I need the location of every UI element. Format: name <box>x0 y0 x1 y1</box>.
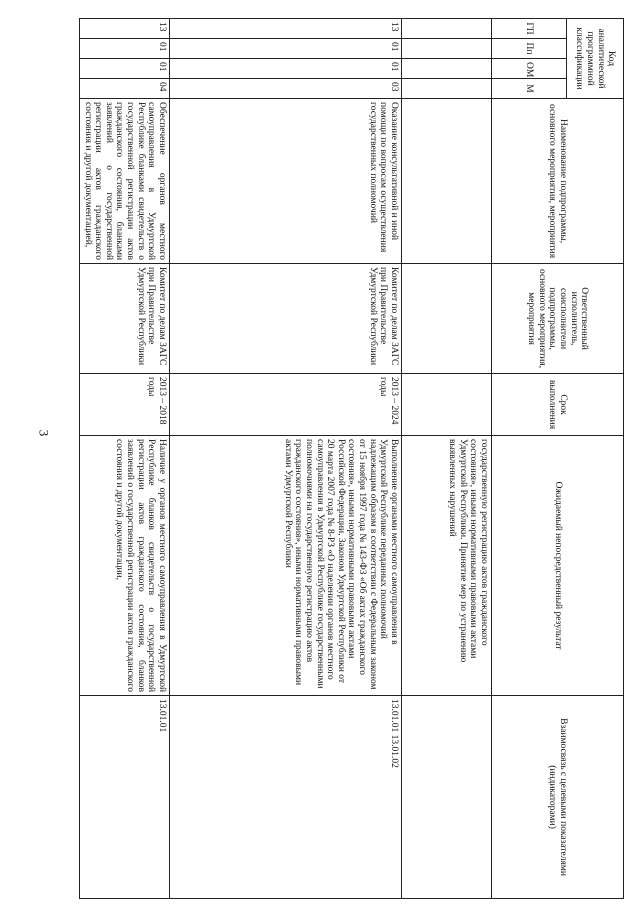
header-row-1 <box>567 19 624 899</box>
cell-term: 2013 – 2018 годы <box>80 374 170 436</box>
page-number: 3 <box>36 429 52 437</box>
cell-pp <box>402 39 492 59</box>
cell-name: Оказание консультативной и иной помощи по вопросам осуществления государственных полномочий <box>170 99 402 264</box>
cell-om <box>402 59 492 79</box>
table-row <box>402 19 492 899</box>
cell-executor: Комитет по делам ЗАГС при Правительстве Удмуртской Республики <box>170 264 402 374</box>
rotated-page <box>64 18 624 898</box>
cell-om: 01 <box>80 59 170 79</box>
cell-result: Наличие у органов местного самоуправления в Удмуртской Республике бланков свидетельств о государственной регистрации актов гражданского состояния, бланков заявлений о государственной регистрации актов гражданского состояния и другой документации, <box>80 436 170 696</box>
cell-om: 01 <box>170 59 402 79</box>
header-m: М <box>492 79 567 99</box>
cell-gp: 13 <box>80 19 170 39</box>
header-term: Срок выполнения <box>492 374 624 436</box>
cell-name <box>402 99 492 264</box>
header-code-group: Код аналитической программной классификации <box>567 19 624 99</box>
header-executor: Ответственный исполнитель, соисполнители подпрограммы, основного мероприятия, мероприятия <box>492 264 624 374</box>
cell-pp: 01 <box>80 39 170 59</box>
table-row <box>170 19 402 899</box>
cell-name: Обеспечение органов местного самоуправления в Удмуртской Республике бланками свидетельств о государственной регистрации актов гражданского состояния, бланками заявлений о государственной регистрации актов гражданского состояния и другой документацией, <box>80 99 170 264</box>
cell-link: 13.01.01 13.01.02 <box>170 696 402 899</box>
cell-link: 13.01.01 <box>80 696 170 899</box>
header-om: ОМ <box>492 59 567 79</box>
cell-term: 2013 – 2024 годы <box>170 374 402 436</box>
header-name: Наименование подпрограммы, основного мероприятия, мероприятия <box>492 99 624 264</box>
cell-link <box>402 696 492 899</box>
cell-result: Выполнение органами местного самоуправления в Удмуртской Республике переданных полномочий надлежащим образом в соответствии с Федеральным законом от 15 ноября 1997 года № 143-ФЗ «Об актах гражданского состояния», иными нормативными правовыми актами Российской Федерации, Законом Удмуртской Республики от 20 марта 2007 года № 8-РЗ «О наделении органов местного самоуправления в Удмуртской Республике государственными полномочиями на государственную регистрацию актов гражданского состояния», иными нормативными правовыми актами Удмуртской Республики <box>170 436 402 696</box>
cell-gp: 13 <box>170 19 402 39</box>
cell-gp <box>402 19 492 39</box>
cell-executor: Комитет по делам ЗАГС при Правительстве Удмуртской Республики <box>80 264 170 374</box>
header-gp: ГП <box>492 19 567 39</box>
cell-term <box>402 374 492 436</box>
header-result: Ожидаемый непосредственный результат <box>492 436 624 696</box>
table-row <box>80 19 170 899</box>
program-table <box>79 18 624 899</box>
cell-pp: 01 <box>170 39 402 59</box>
cell-m: 03 <box>170 79 402 99</box>
cell-m: 04 <box>80 79 170 99</box>
header-link: Взаимосвязь с целевыми показателями (индикаторами) <box>492 696 624 899</box>
cell-result: государственную регистрацию актов гражданского состояния», иными нормативными правовыми актами Удмуртской Республики. Принятие мер по устранению выявленных нарушений <box>402 436 492 696</box>
cell-executor <box>402 264 492 374</box>
header-pp: Пп <box>492 39 567 59</box>
cell-m <box>402 79 492 99</box>
